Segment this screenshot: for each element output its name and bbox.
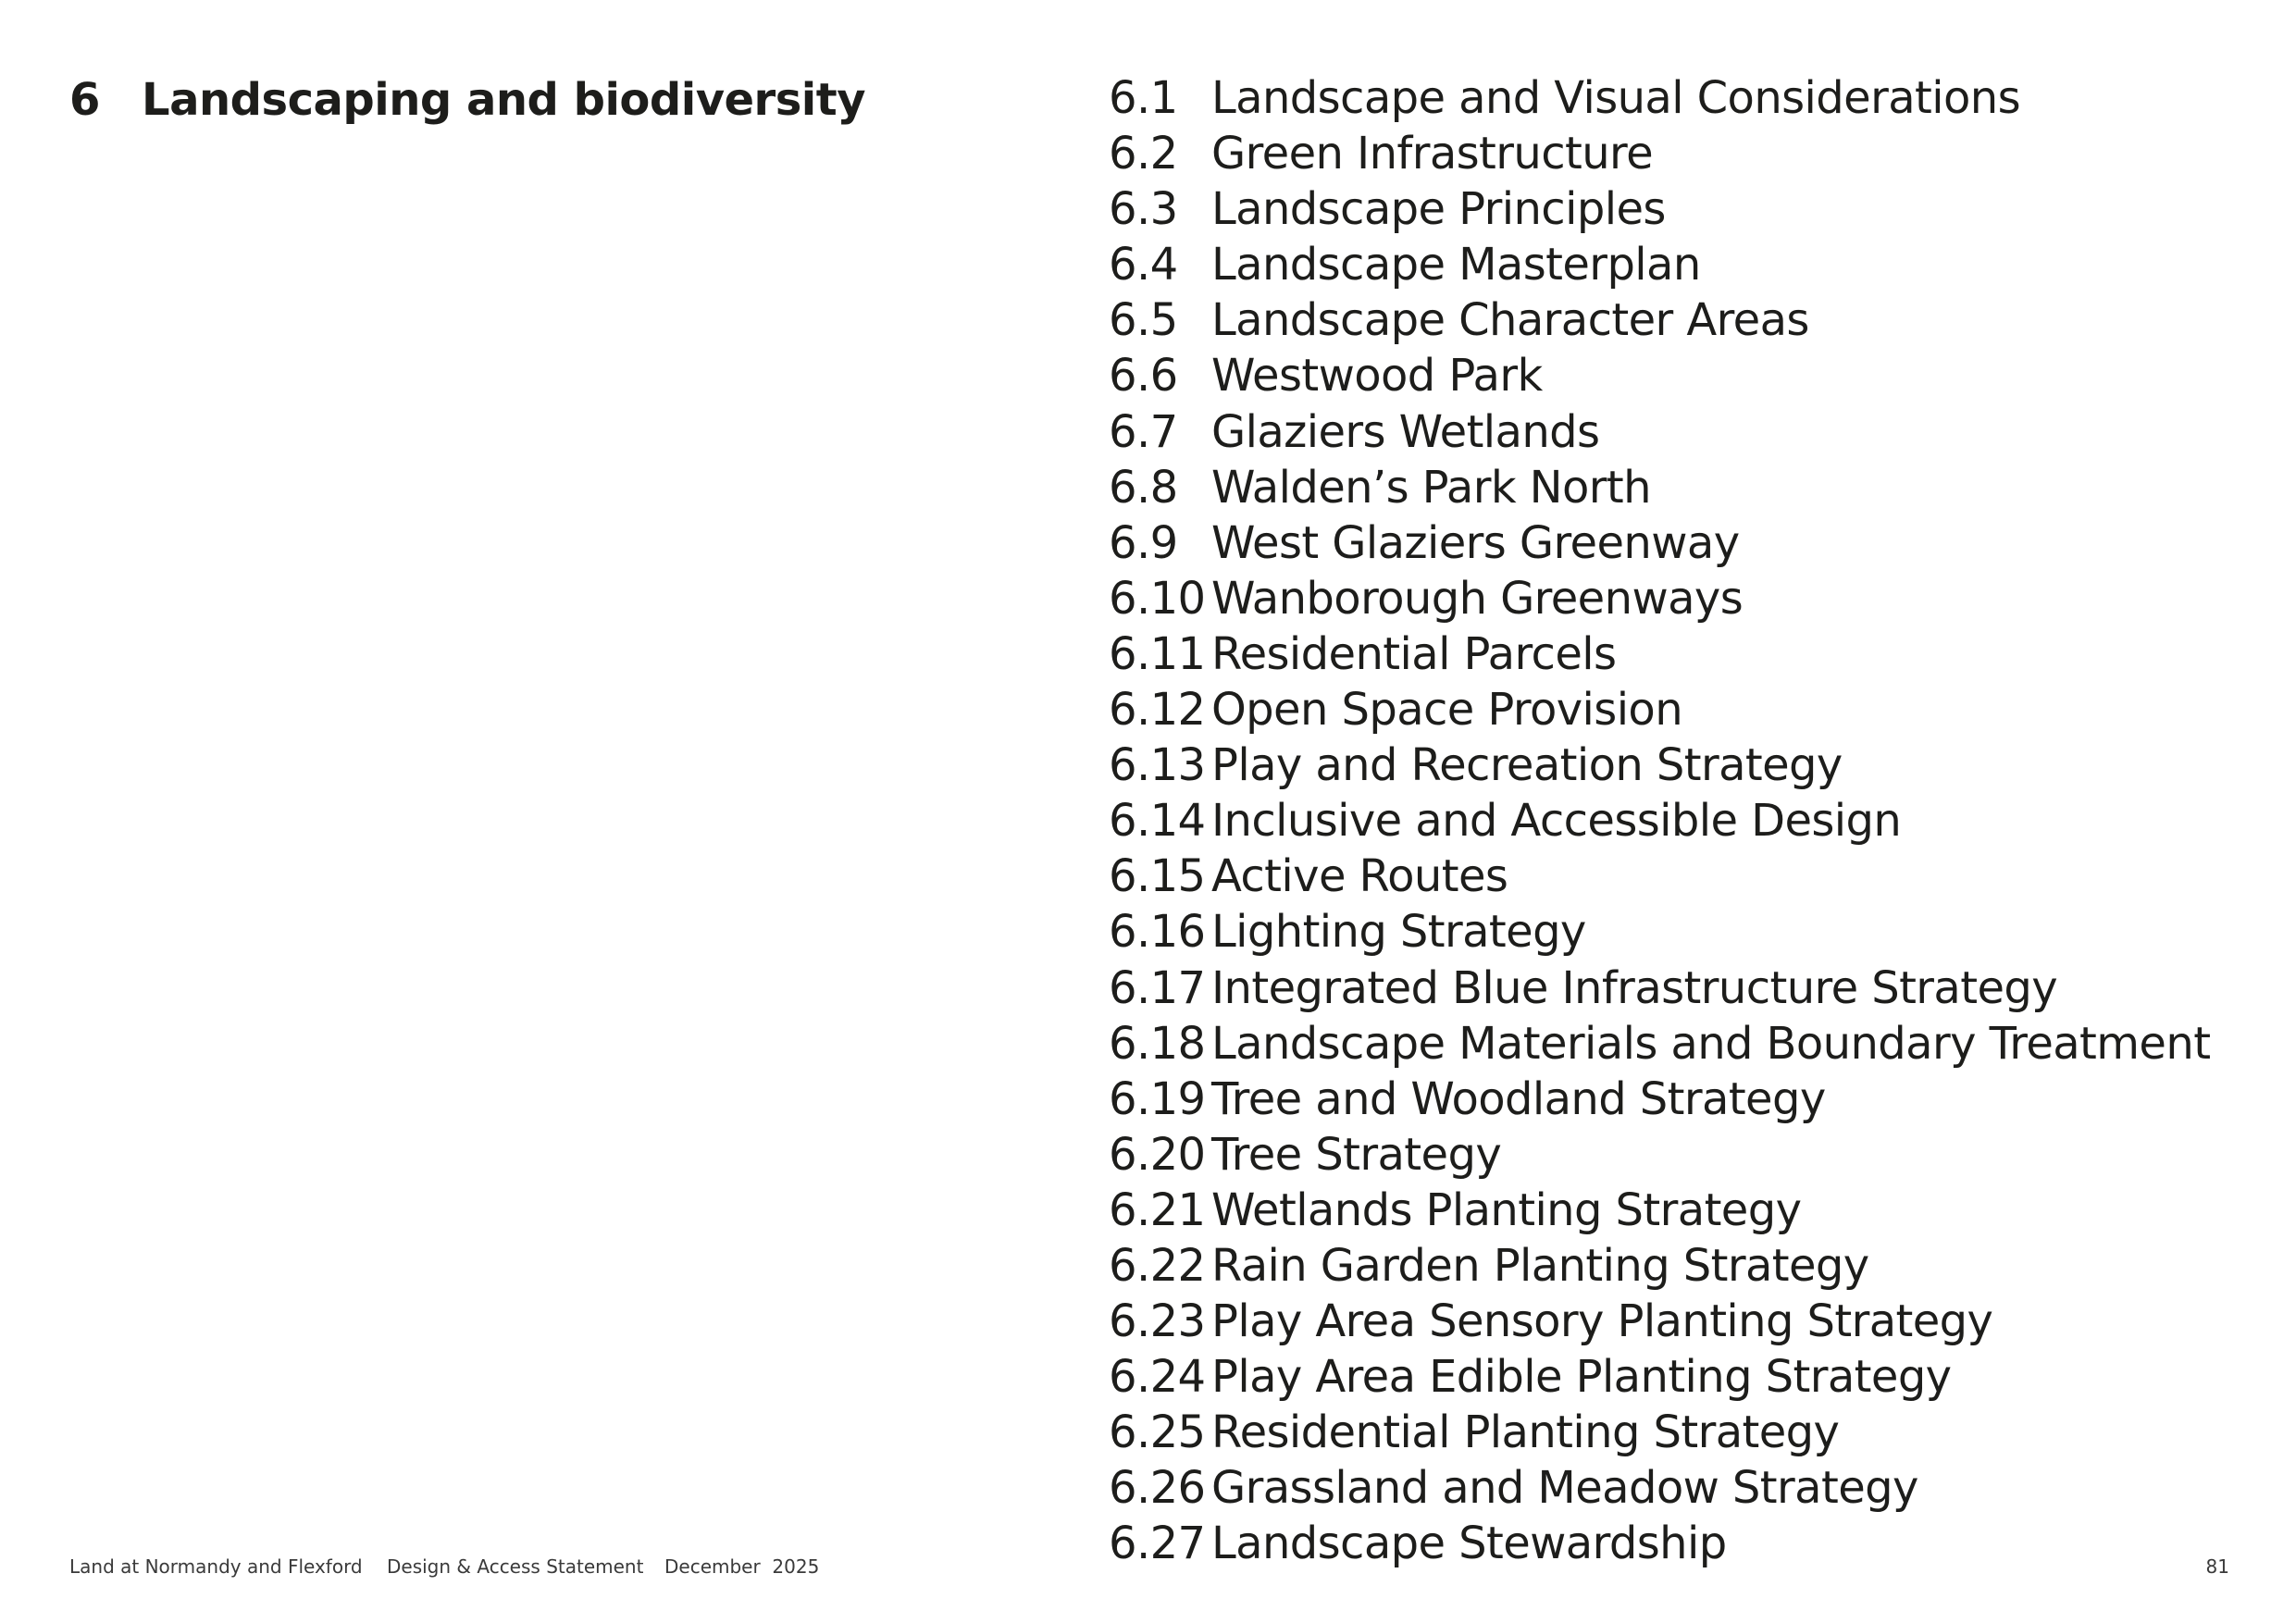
toc-item (1109, 626, 2210, 682)
toc-item-number: 6.18 (1109, 1017, 1206, 1070)
toc-item-number: 6.25 (1109, 1406, 1206, 1459)
toc-item (1109, 1016, 2210, 1072)
toc-item-title: Glaziers Wetlands (1211, 405, 1600, 458)
toc-item (1109, 70, 2210, 126)
toc-item-title: Inclusive and Accessible Design (1211, 795, 1902, 848)
toc-item-title: Westwood Park (1211, 350, 1543, 403)
toc-item (1109, 793, 2210, 849)
footer-date: December 2025 (664, 1555, 820, 1578)
page-number: 81 (2205, 1555, 2229, 1578)
toc-item (1109, 126, 2210, 181)
toc-item-number: 6.27 (1109, 1518, 1206, 1570)
toc-item-number: 6.19 (1109, 1072, 1206, 1125)
toc-item (1109, 737, 2210, 793)
toc-item-number: 6.24 (1109, 1351, 1206, 1404)
toc-item (1109, 682, 2210, 737)
toc-item-number: 6.8 (1109, 461, 1178, 514)
toc-item-title: Wetlands Planting Strategy (1211, 1183, 1802, 1236)
toc-item (1109, 292, 2210, 348)
toc-item-number: 6.13 (1109, 739, 1206, 792)
footer-site-name: Land at Normandy and Flexford (69, 1555, 363, 1578)
toc-item (1109, 571, 2210, 626)
toc-item (1109, 1349, 2210, 1405)
toc-item (1109, 404, 2210, 460)
toc-item-number: 6.15 (1109, 850, 1206, 903)
toc-item-title: Active Routes (1211, 850, 1508, 903)
toc-item-number: 6.22 (1109, 1239, 1206, 1292)
toc-item-title: Landscape Character Areas (1211, 294, 1809, 347)
toc-item-title: Walden’s Park North (1211, 461, 1651, 514)
toc-item (1109, 1460, 2210, 1516)
toc-item-title: Grassland and Meadow Strategy (1211, 1462, 1918, 1515)
toc-item (1109, 515, 2210, 571)
toc-item (1109, 1516, 2210, 1571)
toc-item-title: Landscape Principles (1211, 183, 1666, 236)
toc-item (1109, 1183, 2210, 1238)
toc-item-number: 6.17 (1109, 961, 1206, 1014)
toc-item (1109, 960, 2210, 1016)
toc-item-title: Wanborough Greenways (1211, 572, 1744, 625)
toc-item (1109, 904, 2210, 960)
chapter-title: Landscaping and biodiversity (142, 74, 865, 126)
toc-item (1109, 348, 2210, 403)
toc-item-number: 6.5 (1109, 294, 1178, 347)
toc-item-number: 6.12 (1109, 684, 1206, 737)
table-of-contents (1109, 70, 2210, 1572)
footer-document-title: Design & Access Statement (387, 1555, 644, 1578)
toc-item-title: West Glaziers Greenway (1211, 516, 1740, 569)
toc-item (1109, 460, 2210, 515)
toc-item-title: Tree Strategy (1211, 1128, 1502, 1181)
toc-item-title: Tree and Woodland Strategy (1211, 1072, 1826, 1125)
toc-item-title: Play Area Sensory Planting Strategy (1211, 1295, 1993, 1348)
toc-item-number: 6.2 (1109, 128, 1178, 180)
toc-item-number: 6.9 (1109, 516, 1178, 569)
toc-item-title: Landscape Masterplan (1211, 239, 1701, 291)
toc-item-number: 6.3 (1109, 183, 1178, 236)
toc-item-title: Landscape Stewardship (1211, 1518, 1727, 1570)
toc-item (1109, 1127, 2210, 1183)
toc-item-number: 6.1 (1109, 72, 1178, 124)
chapter-heading (69, 72, 865, 128)
toc-item (1109, 237, 2210, 292)
toc-item (1109, 849, 2210, 904)
toc-item-title: Landscape and Visual Considerations (1211, 72, 2020, 124)
toc-item-number: 6.20 (1109, 1128, 1206, 1181)
toc-item (1109, 181, 2210, 237)
toc-item-title: Integrated Blue Infrastructure Strategy (1211, 961, 2058, 1014)
toc-item (1109, 1294, 2210, 1349)
toc-item-number: 6.23 (1109, 1295, 1206, 1348)
toc-item-number: 6.14 (1109, 795, 1206, 848)
toc-item-title: Play and Recreation Strategy (1211, 739, 1843, 792)
toc-item (1109, 1238, 2210, 1294)
toc-item-number: 6.11 (1109, 627, 1206, 680)
toc-item-title: Play Area Edible Planting Strategy (1211, 1351, 1952, 1404)
toc-item (1109, 1405, 2210, 1460)
toc-item-title: Open Space Provision (1211, 684, 1683, 737)
toc-item-number: 6.7 (1109, 405, 1178, 458)
toc-item-number: 6.26 (1109, 1462, 1206, 1515)
toc-item-title: Rain Garden Planting Strategy (1211, 1239, 1869, 1292)
toc-item-title: Residential Planting Strategy (1211, 1406, 1840, 1459)
toc-item-number: 6.6 (1109, 350, 1178, 403)
toc-item-title: Landscape Materials and Boundary Treatment (1211, 1017, 2211, 1070)
toc-item-title: Residential Parcels (1211, 627, 1617, 680)
toc-item-title: Lighting Strategy (1211, 906, 1586, 959)
toc-item-title: Green Infrastructure (1211, 128, 1654, 180)
toc-item-number: 6.16 (1109, 906, 1206, 959)
toc-item-number: 6.10 (1109, 572, 1206, 625)
chapter-number: 6 (69, 74, 100, 126)
toc-item-number: 6.21 (1109, 1183, 1206, 1236)
toc-item-number: 6.4 (1109, 239, 1178, 291)
toc-item (1109, 1072, 2210, 1127)
